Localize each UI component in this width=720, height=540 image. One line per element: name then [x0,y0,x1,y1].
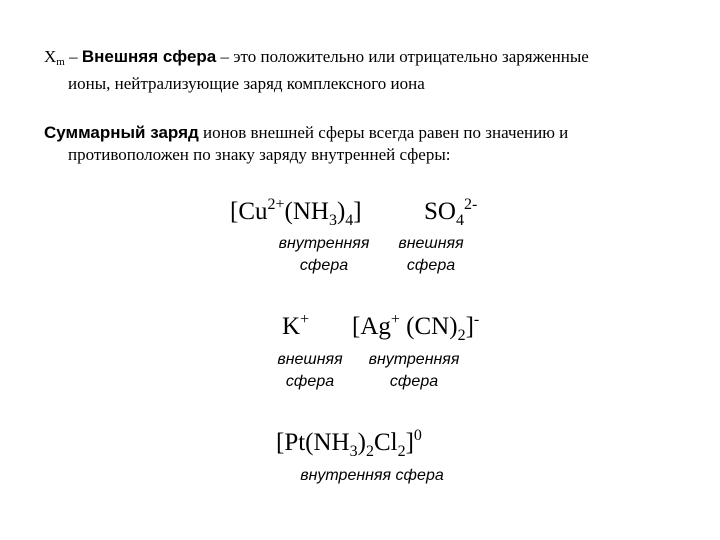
formula-potassium-ion: K+ [282,311,310,340]
label-inner-sphere-1: внутренняя сфера [278,235,370,274]
formula-sulfate-ion: $SO_4^{2-}$ [424,196,478,229]
formula-silver-complex: [Ag+ $(CN)_2]^-$ [352,311,480,344]
definition-text-line1: – это положительно или отрицательно заряженные [216,47,589,66]
formula-platinum-complex: $[Pt(NH_3)_2Cl_2]^0$ [276,427,422,460]
charge-text-line2: противоположен по знаку заряду внутренней сферы: [68,145,451,164]
label-outer-sphere-1: внешняя сфера [398,235,464,274]
term-outer-sphere: Внешняя сфера [81,47,217,66]
definition-total-charge [44,122,684,166]
dash: – [64,47,82,66]
definition-outer-sphere [44,46,684,95]
label-inner-sphere-3: внутренняя сфера [300,467,444,484]
formula-copper-complex: $[Cu^{2+}(NH_3)_4]$ [230,196,362,229]
definition-text-line2: ионы, нейтрализующие заряд комплексного иона [68,74,425,93]
label-outer-sphere-2: внешняя сфера [277,351,343,390]
label-inner-sphere-2: внутренняя сфера [368,351,460,390]
charge-text-line1: ионов внешней сферы всегда равен по значению и [198,123,569,142]
term-total-charge: Суммарный заряд [44,123,199,142]
symbol-x: Xm [44,47,65,68]
